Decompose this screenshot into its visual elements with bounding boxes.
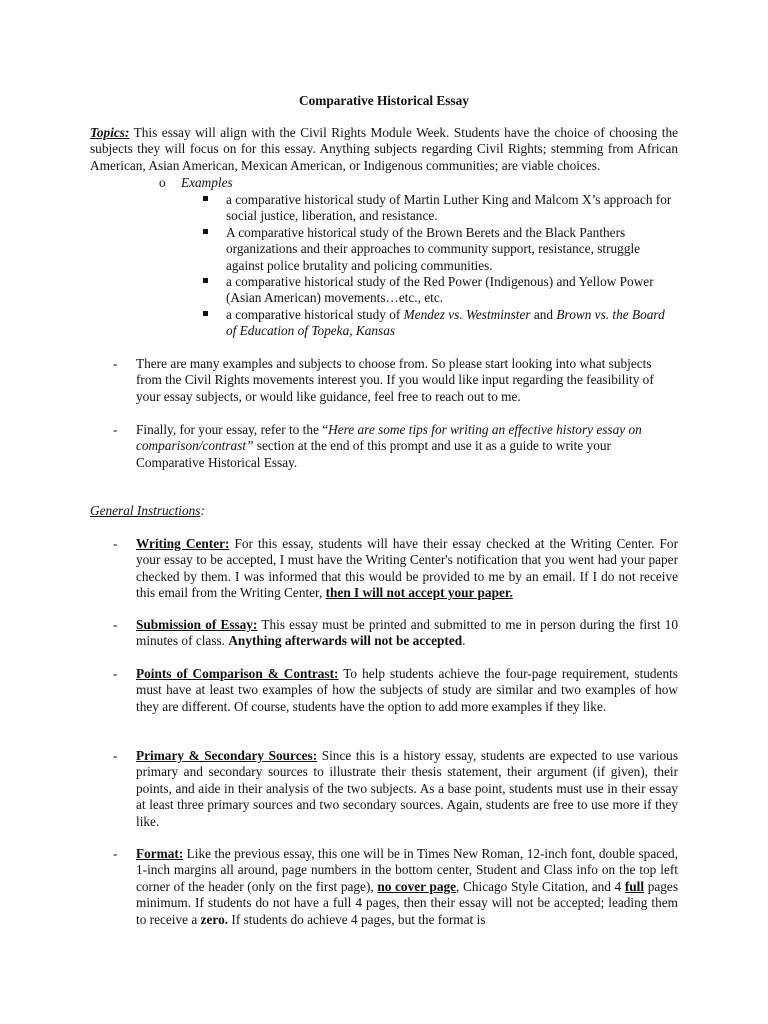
points-paragraph (136, 666, 678, 715)
submission-paragraph (136, 617, 678, 650)
submission-emphasis: Anything afterwards will not be accepted (228, 633, 463, 649)
example-item-4-pre: a comparative historical study of (226, 307, 404, 322)
dash-bullet: - (113, 536, 118, 551)
example-item-1: a comparative historical study of Martin Luther King and Malcom X’s approach for social justice, liberation, and resistance. (226, 192, 672, 224)
dash-bullet: - (113, 617, 118, 632)
tips-quote: Here are some tips for writing an effective history essay on comparison/contrast” (136, 422, 642, 454)
submission-end: . (462, 633, 466, 649)
writing-center-text: For this essay, students will have their essay checked at the Writing Center. For your essay to be accepted, I must have the Writing Center's notification that you went had your paper checked by them. I was informed that this would be provided to me by an email. If I do not receive this email from the Writing Center, (136, 536, 678, 601)
format-text-4: If students do achieve 4 pages, but the format is (228, 911, 486, 927)
dash-bullet: - (113, 356, 118, 371)
topics-label: Topics: (90, 125, 130, 140)
no-cover-page: no cover page (377, 878, 457, 894)
format-text-1: Like the previous essay, this one will be in Times New Roman, 12-inch font, double spaced, 1-inch margins all around, page numbers in the bottom center, Student and Class info on the top left corner of the header (only on the first page), (136, 846, 678, 894)
format-paragraph (136, 846, 678, 928)
example-item-4-mid: and (530, 307, 557, 322)
format-text-3: pages minimum. If students do not have a full 4 pages, then their essay will not be accepted; leading them to receive a (136, 878, 678, 927)
general-heading-text: General Instructions (90, 503, 201, 518)
points-label: Points of Comparison & Contrast: (136, 666, 339, 681)
example-item-2: A comparative historical study of the Brown Berets and the Black Panthers organizations and their approaches to community support, resistance, struggle against police brutality and policing communities. (226, 225, 641, 273)
examples-label: Examples (181, 175, 233, 190)
example-item-4 (226, 307, 678, 340)
zero-emphasis: zero. (200, 911, 229, 927)
writing-center-paragraph (136, 536, 678, 602)
sources-label: Primary & Secondary Sources: (136, 748, 318, 763)
format-text-2: , Chicago Style Citation, and 4 (456, 878, 625, 894)
square-bullet-icon (203, 196, 210, 203)
dash-bullet: - (113, 422, 118, 437)
submission-label: Submission of Essay: (136, 617, 258, 632)
square-bullet-icon (203, 311, 210, 318)
dash-bullet: - (113, 666, 118, 681)
case-brown: Brown vs. the Board of Education of Topeka, Kansas (226, 307, 665, 339)
square-bullet-icon (203, 278, 210, 285)
submission-text: This essay must be printed and submitted to me in person during the first 10 minutes of class. (136, 617, 679, 649)
example-item-3: a comparative historical study of the Red Power (Indigenous) and Yellow Power (Asian American) movements…etc., etc. (226, 274, 654, 306)
topics-text: This essay will align with the Civil Rights Module Week. Students have the choice of choosing the subjects they will focus on for this essay. Anything subjects regarding Civil Rights; stemming from African American, Asian American, Mexican American, or Indigenous communities; are viable choices. (90, 125, 678, 173)
general-heading-colon: : (200, 503, 205, 518)
writing-center-emphasis: then I will not accept your paper. (325, 585, 513, 601)
full-emphasis: full (624, 878, 645, 894)
intro-bullet-1: There are many examples and subjects to choose from. So please start looking into what subjects from the Civil Rights movements interest you. If you would like input regarding the feasibility of your essay subjects, or would like guidance, feel free to reach out to me. (136, 356, 654, 404)
format-label: Format: (136, 846, 184, 861)
topics-paragraph (90, 125, 678, 174)
intro-bullet-2-post: section at the end of this prompt and use it as a guide to write your Comparative Historical Essay. (136, 438, 611, 470)
case-mendez: Mendez vs. Westminster (403, 307, 531, 322)
sources-text: Since this is a history essay, students are expected to use various primary and secondary sources to illustrate their thesis statement, their argument (if given), their points, and aide in their analysis of the two subjects. As a base point, students must use in their essay at least three primary sources and two secondary sources. Again, students are free to use more if they like. (136, 748, 679, 829)
points-text: To help students achieve the four-page requirement, students must have at least two examples of how the subjects of study are similar and two examples of how they are different. Of course, students have the option to add more examples if they like. (136, 666, 678, 714)
circle-bullet-icon: o (159, 175, 166, 190)
document-title: Comparative Historical Essay (299, 93, 469, 108)
writing-center-label: Writing Center: (136, 536, 230, 551)
sources-paragraph (136, 748, 678, 830)
dash-bullet: - (113, 748, 118, 763)
intro-bullet-2 (136, 422, 678, 471)
general-instructions-heading (90, 503, 678, 519)
intro-bullet-2-pre: Finally, for your essay, refer to the “ (136, 422, 329, 437)
dash-bullet: - (113, 846, 118, 861)
square-bullet-icon (203, 229, 210, 236)
